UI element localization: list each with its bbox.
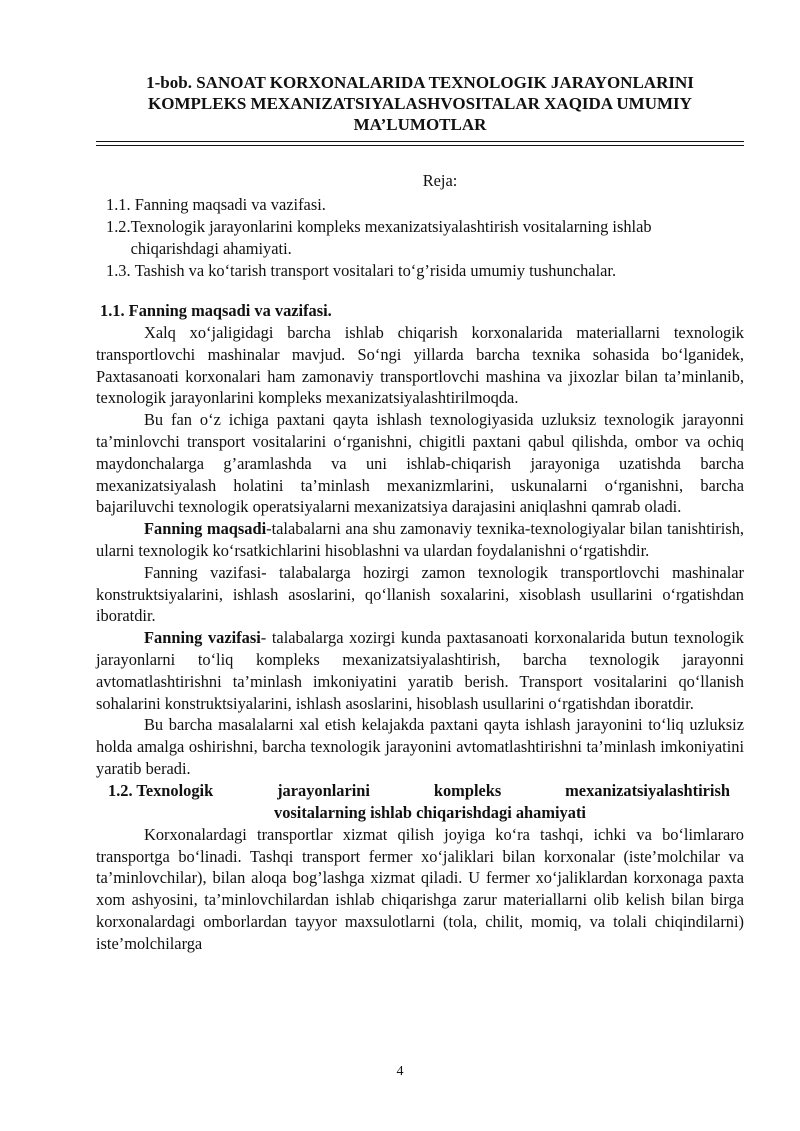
paragraph	[96, 409, 744, 518]
section-heading-word: 1.2. Texnologik	[108, 780, 214, 800]
chapter-title: 1-bob. SANOAT KORXONALARIDA TEXNOLOGIK JARAYONLARINI KOMPLEKS MEXANIZATSIYALASHVOSITALAR XAQIDA UMUMIY MA’LUMOTLAR	[146, 73, 694, 134]
paragraph-text: Bu fan o‘z ichiga paxtani qayta ishlash texnologiyasida uzluksiz texnologik jarayonni ta’minlovchi transport vositalarini o‘rganishni, chigitli paxtani qabul qilishda, ombor va ochiq maydonchalarga g’aramlashda va uni ishlab-chiqarish jarayoniga uzatishda barcha mexanizatsiyalash holatini ta’minlash mexanizmlarini, uskunalarni o‘rganishni, barcha bajariluvchi texnologik operatsiyalarni mexanizatsiya darajasini aniqlashni qamrab oladi.	[96, 410, 744, 517]
paragraph-text: Xalq xo‘jaligidagi barcha ishlab chiqarish korxonalarida materiallarni texnologik transportlovchi mashinalar mavjud. So‘ngi yillarda barcha texnika sohasida bo‘lganidek, Paxtasanoati korxonalari ham zamonaviy transportlovchi mashina va jixozlar bilan ta’minlanib, texnologik jarayonlarini kompleks mexanizatsiyalashtirilmoqda.	[96, 323, 744, 408]
title-divider	[96, 141, 744, 146]
section-heading-word: jarayonlarini	[277, 780, 370, 800]
paragraph-text: -talabalarni ana shu zamonaviy texnika-texnologiyalar bilan tanishtirish, ularni texnologik ko‘rsatkichlarini hisoblashni va ulardan foydalanishni o‘rgatishdir.	[96, 519, 744, 560]
plan-item-text: Tashish va ko‘tarish transport vositalari to‘g’risida umumiy tushunchalar.	[134, 261, 617, 280]
paragraph	[96, 714, 744, 779]
paragraph-text: Fanning vazifasi- talabalarga hozirgi zamon texnologik transportlovchi mashinalar konstruktsiyalarini, ishlash asoslarini, qo‘llanish soxalarini, xisoblash usullarini o‘rgatishdan iboratdir.	[96, 562, 744, 626]
page-number: 4	[396, 1064, 404, 1079]
plan-item-text: Texnologik jarayonlarini kompleks mexanizatsiyalashtirish vositalarning ishlab chiqarishdagi ahamiyati.	[130, 217, 652, 258]
paragraph	[96, 322, 744, 409]
paragraph-text: Bu barcha masalalarni xal etish kelajakda paxtani qayta ishlash jarayonini to‘liq uzluksiz holda amalga oshirishni, barcha texnologik jarayonini avtomatlashtirishni ta’minlash imkoniyatini yaratib beradi.	[96, 715, 744, 778]
section-heading-word: kompleks	[433, 780, 502, 800]
plan-item-number: 1.3.	[106, 261, 135, 280]
section-heading-word: mexanizatsiyalashtirish	[565, 780, 730, 800]
plan-item-number: 1.1.	[106, 195, 135, 214]
plan-item	[96, 216, 744, 260]
paragraph	[96, 562, 744, 627]
paragraph-lead: Fanning vazifasi	[144, 628, 261, 648]
paragraph-text: Korxonalardagi transportlar xizmat qilish joyiga ko‘ra tashqi, ichki va bo‘limlararo transportga bo‘linadi. Tashqi transport fermer xo‘jaliklari bilan korxonalar (iste’molchilar va ta’minlovchilar), bilan aloqa bog’lashga xizmat qiladi. U fermer xo‘jaliklardan korxonaga paxta xom ashyosini, ta’minlovchilardan ishlab chiqarishga zarur materiallarni olib kelish bilan birga korxonalardagi omborlardan tayyor maxsulotlarni (tola, chilit, momiq, va tolali chiqindilarni) iste’molchilarga	[96, 824, 744, 953]
paragraph-text: - talabalarga xozirgi kunda paxtasanoati korxonalarida butun texnologik jarayonlarni to‘liq kompleks mexanizatsiyalashtirish, barcha texnologik jarayonni avtomatlashtirishni ta’minlash imkoniyatini yaratib berish. Transport vositalarini qo‘llanish sohalarini konstruktsiyalarini, ishlash asoslarini, hisoblash usullarini o‘rgatishdan iboratdir.	[96, 628, 744, 713]
paragraph	[96, 824, 744, 955]
plan-item	[96, 194, 744, 216]
plan-item	[96, 260, 744, 282]
plan-title: Reja:	[422, 171, 458, 190]
section-heading: 1.1. Fanning maqsadi va vazifasi.	[100, 301, 332, 320]
section-heading	[96, 780, 744, 802]
plan-item-text: Fanning maqsadi va vazifasi.	[134, 195, 326, 214]
document-page	[96, 72, 744, 955]
plan-list	[96, 194, 744, 282]
paragraph-lead: Fanning maqsadi	[144, 519, 267, 539]
paragraph	[96, 518, 744, 562]
plan-item-number: 1.2.	[106, 217, 131, 236]
paragraph	[96, 627, 744, 714]
section-heading-continued: vositalarning ishlab chiqarishdagi ahamiyati	[274, 802, 586, 822]
